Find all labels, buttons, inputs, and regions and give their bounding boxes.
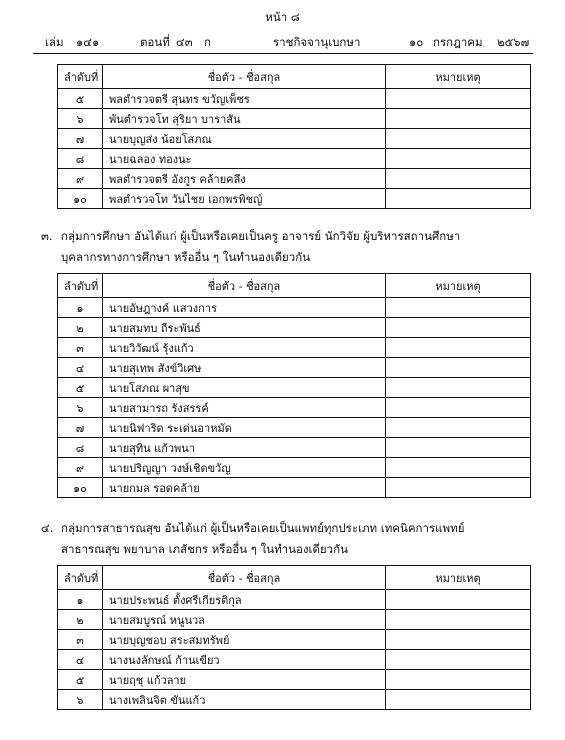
row-number: ๓ — [58, 338, 103, 358]
row-note — [386, 398, 531, 418]
table-row — [58, 418, 531, 438]
row-number: ๑ — [58, 590, 103, 610]
row-note — [386, 610, 531, 630]
row-note — [386, 478, 531, 498]
row-note — [386, 670, 531, 690]
section-text-line-2: บุคลากรทางการศึกษา หรืออื่น ๆ ในทำนองเดียวกัน — [61, 250, 311, 264]
table-header-row — [58, 274, 531, 298]
table-row — [58, 590, 531, 610]
row-note — [386, 189, 531, 209]
person-name: นางเพลินจิต ขันแก้ว — [103, 690, 386, 710]
row-number: ๖ — [58, 398, 103, 418]
person-name: นายสุเทพ สังข์วิเศษ — [103, 358, 386, 378]
table-row — [58, 149, 531, 169]
volume-number: ๑๔๑ — [76, 35, 100, 49]
table-row — [58, 458, 531, 478]
part-number: ๔๓ — [176, 35, 193, 49]
table-row — [58, 189, 531, 209]
table-row — [58, 690, 531, 710]
person-name: นายอัษฎางค์ แสวงการ — [103, 298, 386, 318]
page-number: หน้า ๘ — [265, 10, 300, 24]
person-name: นายสมทบ ถีระพันธ์ — [103, 318, 386, 338]
section-text-line-2: สาธารณสุข พยาบาล เภสัชกร หรืออื่น ๆ ในทำนองเดียวกัน — [61, 542, 348, 556]
row-number: ๗ — [58, 418, 103, 438]
person-name: พันตำรวจโท สุริยา บาราสัน — [103, 109, 386, 129]
person-name: นายฤชุ แก้วลาย — [103, 670, 386, 690]
person-name: นายสุทิน แก้วพนา — [103, 438, 386, 458]
table-row — [58, 89, 531, 109]
row-note — [386, 418, 531, 438]
row-note — [386, 129, 531, 149]
row-number: ๕ — [58, 670, 103, 690]
row-note — [386, 590, 531, 610]
row-number: ๔ — [58, 358, 103, 378]
column-header-no: ลำดับที่ — [58, 566, 103, 590]
person-name: นายบุญส่ง น้อยโสภณ — [103, 129, 386, 149]
person-name: นายสมบูรณ์ หนูนวล — [103, 610, 386, 630]
column-header-no: ลำดับที่ — [58, 274, 103, 298]
row-number: ๙ — [58, 169, 103, 189]
row-note — [386, 690, 531, 710]
table-header-row — [58, 65, 531, 89]
row-number: ๑ — [58, 298, 103, 318]
table-row — [58, 109, 531, 129]
table-row — [58, 478, 531, 498]
row-note — [386, 298, 531, 318]
person-name: นายวิวัฒน์ รุ้งแก้ว — [103, 338, 386, 358]
row-number: ๕ — [58, 378, 103, 398]
table-row — [58, 650, 531, 670]
row-number: ๘ — [58, 149, 103, 169]
person-name: พลตำรวจตรี อังกูร คล้ายคลึง — [103, 169, 386, 189]
column-header-name: ชื่อตัว - ชื่อสกุล — [103, 566, 386, 590]
table-row — [58, 318, 531, 338]
person-name: นายบุญชอบ สระสมทรัพย์ — [103, 630, 386, 650]
row-number: ๕ — [58, 89, 103, 109]
header-rule — [33, 53, 533, 54]
table-header-row — [58, 566, 531, 590]
row-note — [386, 169, 531, 189]
person-name: นายโสภณ ผาสุข — [103, 378, 386, 398]
part-kind: ก — [204, 35, 211, 49]
table-row — [58, 630, 531, 650]
row-number: ๔ — [58, 650, 103, 670]
column-header-no: ลำดับที่ — [58, 65, 103, 89]
name-table-2 — [57, 273, 531, 498]
section-number: ๓. — [41, 229, 53, 243]
person-name: พลตำรวจตรี สุนทร ขวัญเพ็ชร — [103, 89, 386, 109]
column-header-note: หมายเหตุ — [386, 274, 531, 298]
person-name: นางนงลักษณ์ ก้านเขียว — [103, 650, 386, 670]
table-row — [58, 398, 531, 418]
person-name: นายประพนธ์ ตั้งศรีเกียรติกุล — [103, 590, 386, 610]
date-year: ๒๕๖๗ — [497, 35, 530, 49]
person-name: นายนิฟาริด ระเด่นอาหมัด — [103, 418, 386, 438]
date-month: กรกฎาคม — [433, 35, 483, 49]
row-note — [386, 109, 531, 129]
row-number: ๒ — [58, 610, 103, 630]
table-row — [58, 129, 531, 149]
row-note — [386, 630, 531, 650]
person-name: นายฉลอง ทองนะ — [103, 149, 386, 169]
person-name: นายปริญญา วงษ์เชิดขวัญ — [103, 458, 386, 478]
gazette-title: ราชกิจจานุเบกษา — [273, 35, 361, 49]
table-row — [58, 610, 531, 630]
row-number: ๘ — [58, 438, 103, 458]
date-day: ๑๐ — [409, 35, 424, 49]
table-row — [58, 338, 531, 358]
column-header-note: หมายเหตุ — [386, 566, 531, 590]
volume-label: เล่ม — [45, 35, 64, 49]
column-header-name: ชื่อตัว - ชื่อสกุล — [103, 65, 386, 89]
column-header-note: หมายเหตุ — [386, 65, 531, 89]
table-row — [58, 438, 531, 458]
row-note — [386, 338, 531, 358]
row-number: ๙ — [58, 458, 103, 478]
section-text-line-1: กลุ่มการศึกษา อันได้แก่ ผู้เป็นหรือเคยเป็นครู อาจารย์ นักวิจัย ผู้บริหารสถานศึกษา — [61, 229, 461, 243]
row-note — [386, 378, 531, 398]
name-table-3 — [57, 565, 531, 710]
person-name: นายกมล รอดคล้าย — [103, 478, 386, 498]
row-note — [386, 438, 531, 458]
person-name: นายสามารถ รังสรรค์ — [103, 398, 386, 418]
row-note — [386, 358, 531, 378]
table-row — [58, 670, 531, 690]
row-number: ๒ — [58, 318, 103, 338]
name-table-1 — [57, 64, 531, 209]
row-note — [386, 318, 531, 338]
table-row — [58, 298, 531, 318]
row-number: ๗ — [58, 129, 103, 149]
row-note — [386, 650, 531, 670]
section-text-line-1: กลุ่มการสาธารณสุข อันได้แก่ ผู้เป็นหรือเคยเป็นแพทย์ทุกประเภท เทคนิคการแพทย์ — [61, 521, 465, 535]
row-number: ๑๐ — [58, 478, 103, 498]
row-note — [386, 89, 531, 109]
section-number: ๔. — [41, 521, 54, 535]
row-note — [386, 458, 531, 478]
table-row — [58, 169, 531, 189]
column-header-name: ชื่อตัว - ชื่อสกุล — [103, 274, 386, 298]
row-number: ๖ — [58, 109, 103, 129]
row-number: ๓ — [58, 630, 103, 650]
table-row — [58, 378, 531, 398]
part-label: ตอนที่ — [140, 35, 170, 49]
table-row — [58, 358, 531, 378]
row-number: ๑๐ — [58, 189, 103, 209]
row-number: ๖ — [58, 690, 103, 710]
row-note — [386, 149, 531, 169]
person-name: พลตำรวจโท วันไชย เอกพรพิชญ์ — [103, 189, 386, 209]
